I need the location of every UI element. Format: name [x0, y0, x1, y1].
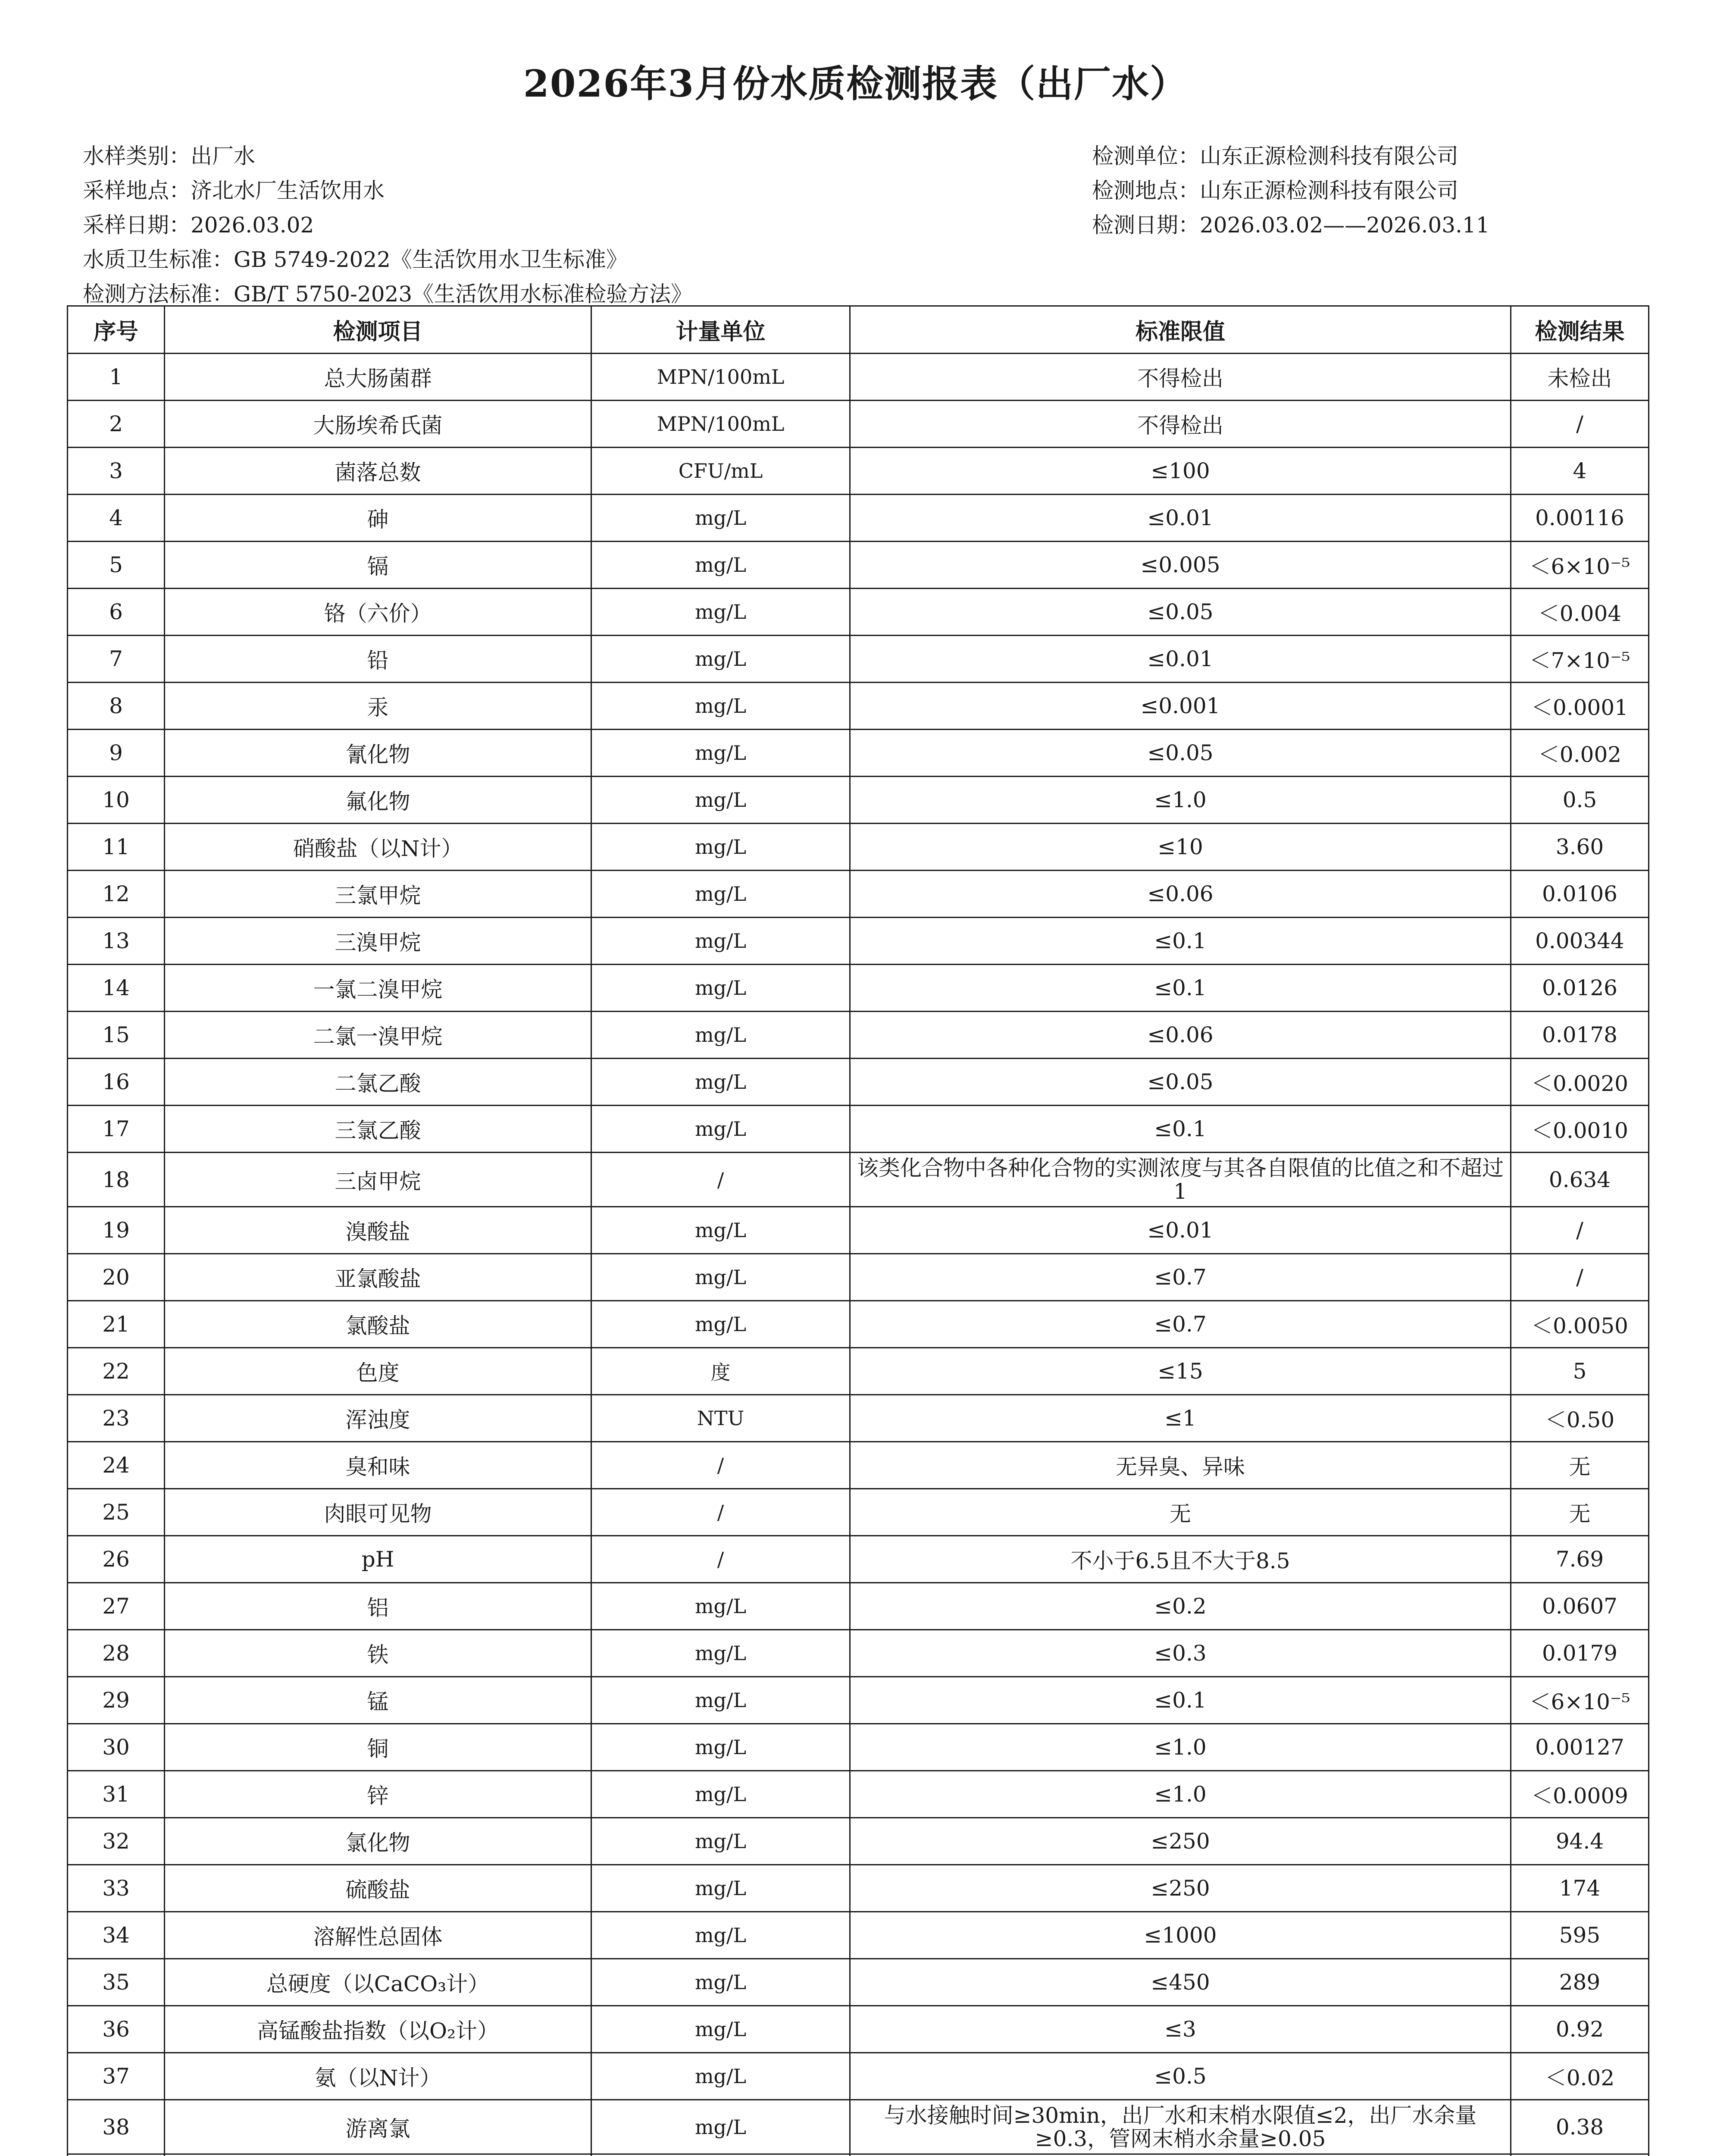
- meta-label: 检测方法标准：: [83, 282, 234, 307]
- cell-result: /: [1511, 1254, 1649, 1301]
- cell-standard: ≤0.01: [850, 636, 1511, 683]
- cell-result: ＜0.004: [1511, 589, 1649, 636]
- cell-item: 大肠埃希氏菌: [165, 401, 591, 448]
- cell-no: 11: [68, 824, 165, 871]
- cell-standard: 不小于6.5且不大于8.5: [850, 1536, 1511, 1583]
- cell-result: 7.69: [1511, 1536, 1649, 1583]
- cell-no: 16: [68, 1059, 165, 1106]
- cell-result: 0.634: [1511, 1153, 1649, 1207]
- table-row: [68, 2154, 1649, 2156]
- meta-line: [83, 242, 692, 277]
- cell-unit: mg/L: [591, 542, 850, 589]
- cell-no: 26: [68, 1536, 165, 1583]
- cell-item: 游离氯: [165, 2100, 591, 2154]
- cell-unit: mg/L: [591, 589, 850, 636]
- cell-result: 0.0607: [1511, 1583, 1649, 1630]
- cell-item: 锰: [165, 1677, 591, 1724]
- meta-label: 检测日期：: [1092, 213, 1200, 238]
- cell-standard: ≤10: [850, 824, 1511, 871]
- cell-unit: 度: [591, 1348, 850, 1395]
- cell-item: 铬（六价）: [165, 589, 591, 636]
- meta-line: [83, 173, 692, 208]
- cell-standard: ≤0.01: [850, 495, 1511, 542]
- cell-standard: ≤0.001: [850, 683, 1511, 730]
- table-row: [68, 1724, 1649, 1771]
- cell-no: [68, 2154, 165, 2156]
- table-row: [68, 1912, 1649, 1959]
- table-row: [68, 1254, 1649, 1301]
- cell-result: ＜0.0009: [1511, 1771, 1649, 1818]
- cell-standard: 无异臭、异味: [850, 1442, 1511, 1489]
- table-row: [68, 1395, 1649, 1442]
- cell-no: 7: [68, 636, 165, 683]
- cell-standard: [850, 2154, 1511, 2156]
- table-header-row: [68, 306, 1649, 354]
- cell-unit: mg/L: [591, 1771, 850, 1818]
- cell-no: 36: [68, 2006, 165, 2053]
- cell-no: 29: [68, 1677, 165, 1724]
- cell-standard: ≤0.06: [850, 1012, 1511, 1059]
- cell-standard: ≤0.7: [850, 1254, 1511, 1301]
- cell-unit: mg/L: [591, 1583, 850, 1630]
- cell-unit: mg/L: [591, 1724, 850, 1771]
- cell-standard: ≤450: [850, 1959, 1511, 2006]
- cell-standard: 不得检出: [850, 401, 1511, 448]
- cell-no: 18: [68, 1153, 165, 1207]
- meta-line: [1092, 173, 1490, 208]
- cell-result: 174: [1511, 1865, 1649, 1912]
- cell-standard: 无: [850, 1489, 1511, 1536]
- table-row: [68, 683, 1649, 730]
- cell-no: 19: [68, 1207, 165, 1254]
- cell-standard: ≤0.1: [850, 918, 1511, 965]
- cell-item: 汞: [165, 683, 591, 730]
- cell-result: 无: [1511, 1442, 1649, 1489]
- cell-item: 氨（以N计）: [165, 2053, 591, 2100]
- cell-unit: NTU: [591, 1395, 850, 1442]
- cell-item: 锌: [165, 1771, 591, 1818]
- cell-no: 23: [68, 1395, 165, 1442]
- cell-item: 铁: [165, 1630, 591, 1677]
- cell-result: 0.5: [1511, 777, 1649, 824]
- cell-unit: CFU/mL: [591, 448, 850, 495]
- cell-unit: mg/L: [591, 1301, 850, 1348]
- cell-unit: mg/L: [591, 2053, 850, 2100]
- cell-item: 臭和味: [165, 1442, 591, 1489]
- cell-unit: mg/L: [591, 1818, 850, 1865]
- table-row: [68, 2100, 1649, 2154]
- table-row: [68, 1865, 1649, 1912]
- results-table: [67, 305, 1649, 2156]
- cell-standard: ≤0.1: [850, 1677, 1511, 1724]
- cell-no: 32: [68, 1818, 165, 1865]
- cell-result: 4: [1511, 448, 1649, 495]
- cell-item: 溶解性总固体: [165, 1912, 591, 1959]
- cell-no: 25: [68, 1489, 165, 1536]
- cell-result: 0.00127: [1511, 1724, 1649, 1771]
- cell-no: 5: [68, 542, 165, 589]
- cell-no: 2: [68, 401, 165, 448]
- cell-unit: mg/L: [591, 824, 850, 871]
- col-header-result: 检测结果: [1511, 306, 1649, 354]
- cell-result: ＜0.0010: [1511, 1106, 1649, 1153]
- cell-no: 10: [68, 777, 165, 824]
- cell-no: 12: [68, 871, 165, 918]
- cell-item: 浑浊度: [165, 1395, 591, 1442]
- cell-standard: ≤0.05: [850, 1059, 1511, 1106]
- cell-item: 色度: [165, 1348, 591, 1395]
- cell-item: 一氯二溴甲烷: [165, 965, 591, 1012]
- cell-result: 0.0179: [1511, 1630, 1649, 1677]
- cell-standard: ≤0.06: [850, 871, 1511, 918]
- cell-no: 28: [68, 1630, 165, 1677]
- cell-no: 15: [68, 1012, 165, 1059]
- cell-unit: [591, 2154, 850, 2156]
- cell-result: ＜7×10⁻⁵: [1511, 636, 1649, 683]
- cell-standard: ≤0.005: [850, 542, 1511, 589]
- cell-item: 铅: [165, 636, 591, 683]
- cell-result: 0.0126: [1511, 965, 1649, 1012]
- cell-result: 3.60: [1511, 824, 1649, 871]
- table-row: [68, 354, 1649, 401]
- cell-item: 三氯甲烷: [165, 871, 591, 918]
- cell-standard: ≤0.1: [850, 1106, 1511, 1153]
- cell-item: 氟化物: [165, 777, 591, 824]
- meta-label: 检测地点：: [1092, 178, 1200, 203]
- meta-value: 2026.03.02: [191, 213, 314, 238]
- table-row: [68, 1301, 1649, 1348]
- cell-item: 氯化物: [165, 1818, 591, 1865]
- table-row: [68, 495, 1649, 542]
- cell-standard: ≤250: [850, 1818, 1511, 1865]
- cell-standard: ≤1000: [850, 1912, 1511, 1959]
- cell-no: 4: [68, 495, 165, 542]
- cell-no: 33: [68, 1865, 165, 1912]
- cell-unit: mg/L: [591, 1865, 850, 1912]
- cell-result: 0.0178: [1511, 1012, 1649, 1059]
- cell-result: /: [1511, 401, 1649, 448]
- cell-no: 22: [68, 1348, 165, 1395]
- cell-no: 37: [68, 2053, 165, 2100]
- cell-standard: 该类化合物中各种化合物的实测浓度与其各自限值的比值之和不超过1: [850, 1153, 1511, 1207]
- cell-item: pH: [165, 1536, 591, 1583]
- cell-result: ＜0.02: [1511, 2053, 1649, 2100]
- table-row: [68, 2006, 1649, 2053]
- cell-result: ＜0.002: [1511, 730, 1649, 777]
- meta-value: 山东正源检测科技有限公司: [1200, 178, 1458, 203]
- table-row: [68, 871, 1649, 918]
- meta-line: [83, 139, 692, 173]
- table-row: [68, 730, 1649, 777]
- cell-unit: /: [591, 1153, 850, 1207]
- cell-no: 38: [68, 2100, 165, 2154]
- table-row: [68, 636, 1649, 683]
- cell-no: 9: [68, 730, 165, 777]
- cell-standard: ≤0.1: [850, 965, 1511, 1012]
- cell-result: 0.00344: [1511, 918, 1649, 965]
- table-row: [68, 1012, 1649, 1059]
- cell-item: 氰化物: [165, 730, 591, 777]
- cell-result: ＜6×10⁻⁵: [1511, 1677, 1649, 1724]
- cell-result: ＜6×10⁻⁵: [1511, 542, 1649, 589]
- meta-line: [1092, 139, 1490, 173]
- table-row: [68, 589, 1649, 636]
- cell-item: 铜: [165, 1724, 591, 1771]
- cell-unit: mg/L: [591, 1630, 850, 1677]
- cell-item: 溴酸盐: [165, 1207, 591, 1254]
- meta-line: [83, 208, 692, 242]
- meta-value: GB/T 5750-2023《生活饮用水标准检验方法》: [234, 282, 693, 307]
- cell-item: 总硬度（以CaCO₃计）: [165, 1959, 591, 2006]
- cell-item: 三溴甲烷: [165, 918, 591, 965]
- cell-standard: ≤0.01: [850, 1207, 1511, 1254]
- cell-no: 1: [68, 354, 165, 401]
- cell-unit: /: [591, 1442, 850, 1489]
- cell-item: 三氯乙酸: [165, 1106, 591, 1153]
- cell-result: ＜0.0001: [1511, 683, 1649, 730]
- table-row: [68, 1677, 1649, 1724]
- col-header-item: 检测项目: [165, 306, 591, 354]
- cell-unit: mg/L: [591, 495, 850, 542]
- cell-no: 31: [68, 1771, 165, 1818]
- cell-standard: ≤100: [850, 448, 1511, 495]
- cell-no: 24: [68, 1442, 165, 1489]
- table-row: [68, 448, 1649, 495]
- cell-standard: ≤1.0: [850, 1724, 1511, 1771]
- table-row: [68, 965, 1649, 1012]
- cell-standard: ≤0.3: [850, 1630, 1511, 1677]
- cell-standard: ≤250: [850, 1865, 1511, 1912]
- table-row: [68, 1207, 1649, 1254]
- cell-unit: mg/L: [591, 1012, 850, 1059]
- cell-unit: mg/L: [591, 2100, 850, 2154]
- cell-unit: /: [591, 1489, 850, 1536]
- cell-standard: ≤1.0: [850, 777, 1511, 824]
- cell-unit: mg/L: [591, 730, 850, 777]
- report-title: 2026年3月份水质检测报表（出厂水）: [523, 62, 1188, 106]
- cell-no: 13: [68, 918, 165, 965]
- cell-unit: mg/L: [591, 1959, 850, 2006]
- sample-info: [83, 139, 692, 311]
- cell-result: 289: [1511, 1959, 1649, 2006]
- table-row: [68, 824, 1649, 871]
- cell-unit: mg/L: [591, 777, 850, 824]
- meta-line: [1092, 208, 1490, 242]
- table-row: [68, 1583, 1649, 1630]
- cell-result: 5: [1511, 1348, 1649, 1395]
- table-row: [68, 1059, 1649, 1106]
- table-row: [68, 1489, 1649, 1536]
- cell-item: 高锰酸盐指数（以O₂计）: [165, 2006, 591, 2053]
- meta-label: 水样类别：: [83, 144, 191, 169]
- cell-result: 未检出: [1511, 354, 1649, 401]
- cell-unit: mg/L: [591, 1677, 850, 1724]
- cell-unit: mg/L: [591, 918, 850, 965]
- cell-no: 8: [68, 683, 165, 730]
- cell-unit: mg/L: [591, 1254, 850, 1301]
- meta-label: 采样地点：: [83, 178, 191, 203]
- meta-value: 山东正源检测科技有限公司: [1200, 144, 1458, 169]
- cell-result: ＜0.0020: [1511, 1059, 1649, 1106]
- cell-item: 总大肠菌群: [165, 354, 591, 401]
- cell-no: 21: [68, 1301, 165, 1348]
- cell-unit: mg/L: [591, 636, 850, 683]
- meta-value: GB 5749-2022《生活饮用水卫生标准》: [234, 247, 628, 272]
- table-row: [68, 1818, 1649, 1865]
- meta-label: 采样日期：: [83, 213, 191, 238]
- lab-info: [1092, 139, 1490, 242]
- table-row: [68, 2053, 1649, 2100]
- cell-standard: ≤0.5: [850, 2053, 1511, 2100]
- col-header-standard: 标准限值: [850, 306, 1511, 354]
- cell-item: 砷: [165, 495, 591, 542]
- cell-item: 硫酸盐: [165, 1865, 591, 1912]
- meta-value: 济北水厂生活饮用水: [191, 178, 385, 203]
- table-row: [68, 1630, 1649, 1677]
- table-row: [68, 542, 1649, 589]
- table-row: [68, 1348, 1649, 1395]
- table-row: [68, 1442, 1649, 1489]
- table-row: [68, 401, 1649, 448]
- col-header-unit: 计量单位: [591, 306, 850, 354]
- cell-item: 铝: [165, 1583, 591, 1630]
- cell-no: 20: [68, 1254, 165, 1301]
- meta-value: 2026.03.02——2026.03.11: [1200, 213, 1490, 238]
- cell-item: 二氯乙酸: [165, 1059, 591, 1106]
- cell-standard: ≤15: [850, 1348, 1511, 1395]
- cell-result: ＜0.0050: [1511, 1301, 1649, 1348]
- cell-unit: MPN/100mL: [591, 401, 850, 448]
- meta-value: 出厂水: [191, 144, 255, 169]
- cell-no: 6: [68, 589, 165, 636]
- cell-unit: mg/L: [591, 2006, 850, 2053]
- cell-item: [165, 2154, 591, 2156]
- cell-item: 亚氯酸盐: [165, 1254, 591, 1301]
- cell-item: 菌落总数: [165, 448, 591, 495]
- cell-item: 三卤甲烷: [165, 1153, 591, 1207]
- table-row: [68, 1106, 1649, 1153]
- cell-item: 镉: [165, 542, 591, 589]
- cell-standard: 与水接触时间≥30min，出厂水和末梢水限值≤2，出厂水余量≥0.3，管网末梢水余量≥0.05: [850, 2100, 1511, 2154]
- cell-standard: ≤0.05: [850, 589, 1511, 636]
- cell-unit: mg/L: [591, 965, 850, 1012]
- cell-unit: /: [591, 1536, 850, 1583]
- cell-unit: mg/L: [591, 1207, 850, 1254]
- cell-standard: ≤3: [850, 2006, 1511, 2053]
- cell-unit: mg/L: [591, 1106, 850, 1153]
- col-header-no: 序号: [68, 306, 165, 354]
- cell-unit: MPN/100mL: [591, 354, 850, 401]
- cell-result: ＜0.50: [1511, 1395, 1649, 1442]
- cell-item: 二氯一溴甲烷: [165, 1012, 591, 1059]
- cell-standard: 不得检出: [850, 354, 1511, 401]
- cell-no: 17: [68, 1106, 165, 1153]
- cell-result: 无: [1511, 1489, 1649, 1536]
- cell-standard: ≤1: [850, 1395, 1511, 1442]
- cell-no: 35: [68, 1959, 165, 2006]
- cell-unit: mg/L: [591, 683, 850, 730]
- cell-no: 27: [68, 1583, 165, 1630]
- table-row: [68, 918, 1649, 965]
- cell-item: 肉眼可见物: [165, 1489, 591, 1536]
- meta-label: 检测单位：: [1092, 144, 1200, 169]
- cell-result: /: [1511, 1207, 1649, 1254]
- cell-standard: ≤0.2: [850, 1583, 1511, 1630]
- table-row: [68, 1536, 1649, 1583]
- cell-unit: mg/L: [591, 1059, 850, 1106]
- cell-result: [1511, 2154, 1649, 2156]
- table-row: [68, 1959, 1649, 2006]
- cell-item: 氯酸盐: [165, 1301, 591, 1348]
- cell-no: 3: [68, 448, 165, 495]
- cell-unit: mg/L: [591, 871, 850, 918]
- cell-result: 0.92: [1511, 2006, 1649, 2053]
- cell-no: 14: [68, 965, 165, 1012]
- table-row: [68, 1771, 1649, 1818]
- cell-standard: ≤1.0: [850, 1771, 1511, 1818]
- table-row: [68, 777, 1649, 824]
- cell-unit: mg/L: [591, 1912, 850, 1959]
- cell-standard: ≤0.7: [850, 1301, 1511, 1348]
- table-row: [68, 1153, 1649, 1207]
- cell-result: 94.4: [1511, 1818, 1649, 1865]
- meta-label: 水质卫生标准：: [83, 247, 234, 272]
- cell-standard: ≤0.05: [850, 730, 1511, 777]
- cell-result: 0.0106: [1511, 871, 1649, 918]
- cell-item: 硝酸盐（以N计）: [165, 824, 591, 871]
- cell-result: 0.38: [1511, 2100, 1649, 2154]
- cell-result: 595: [1511, 1912, 1649, 1959]
- cell-no: 30: [68, 1724, 165, 1771]
- cell-result: 0.00116: [1511, 495, 1649, 542]
- cell-no: 34: [68, 1912, 165, 1959]
